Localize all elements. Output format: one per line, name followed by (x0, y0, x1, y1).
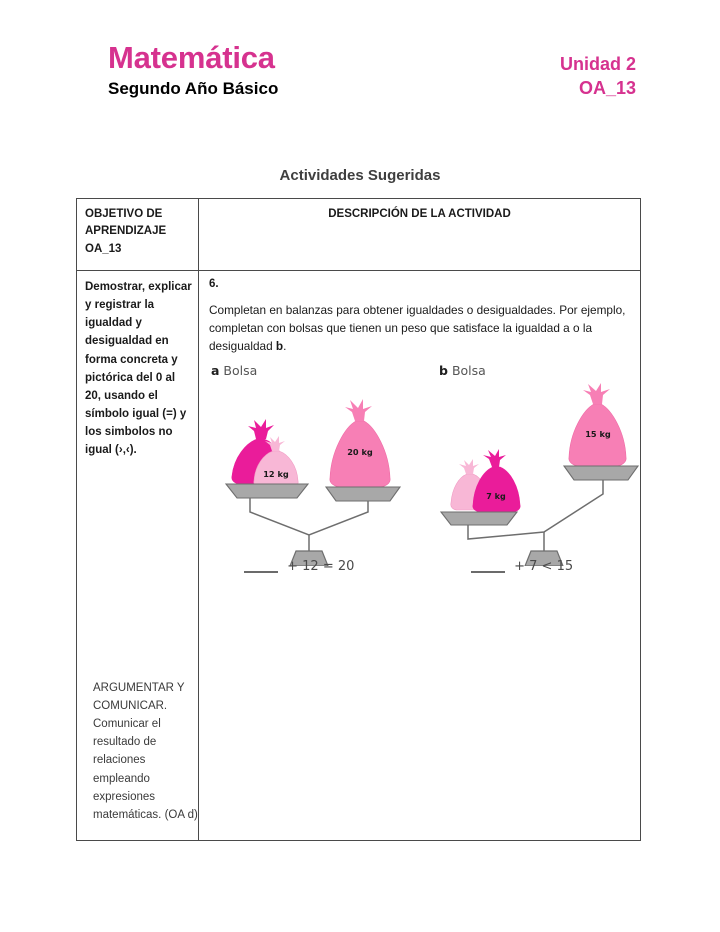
skill-description: ARGUMENTAR Y COMUNICAR. Comunicar el resultado de relaciones empleando expresiones matemáticas. (OA d) (93, 681, 198, 821)
scale-pan-left-b (441, 512, 517, 525)
activity-table (76, 198, 641, 841)
group-letter-b: b (439, 363, 448, 378)
unit-label: Unidad 2 (559, 54, 636, 74)
table-cell-objective (77, 271, 199, 840)
bag-weight-15kg: 15 kg (585, 429, 611, 439)
table-header-cell-objective (77, 199, 199, 270)
group-label-b (439, 363, 486, 378)
equation-a (244, 559, 354, 574)
table-header-row (77, 199, 640, 271)
group-label-a (211, 363, 257, 378)
activity-text-part1: Completan en balanzas para obtener igualdades o desigualdades. Por ejemplo, completan con bolsas que tienen un peso que satisface la igualdad a o la desigualdad (209, 303, 626, 353)
table-body-row (77, 271, 640, 840)
table-header-description-text: DESCRIPCIÓN DE LA ACTIVIDAD (328, 208, 511, 220)
table-header-cell-description (199, 199, 640, 270)
bag-dark-left-b (473, 449, 520, 512)
page-header (0, 0, 720, 130)
table-cell-activity (199, 271, 640, 840)
group-word-b: Bolsa (451, 363, 486, 378)
balance-scale-b (439, 381, 654, 566)
bag-right-b (569, 383, 626, 466)
group-letter-a: a (211, 363, 220, 378)
activity-text-part3: . (283, 338, 287, 353)
bag-weight-7kg: 7 kg (486, 492, 506, 501)
balance-scale-a (204, 381, 414, 566)
scale-pan-right-a (326, 487, 400, 501)
section-heading: Actividades Sugeridas (279, 167, 441, 184)
group-word-a: Bolsa (223, 363, 258, 378)
activity-text-bold: b (275, 338, 284, 353)
bag-weight-20kg: 20 kg (347, 447, 373, 457)
oa-code-label: OA_13 (578, 78, 636, 99)
equation-a-blank[interactable] (244, 571, 278, 573)
table-header-objective-text: OBJETIVO DE APRENDIZAJE OA_13 (85, 208, 167, 255)
scale-pan-left-a (226, 484, 308, 498)
objective-description: Demostrar, explicar y registrar la igualdad y desigualdad en forma concreta y pictórica del 0 al 20, usando el símbolo igual (=) y los simbolos no igual (›,‹). (85, 281, 192, 457)
balance-illustration (199, 363, 640, 693)
equation-a-rest: + 12 = 20 (283, 559, 355, 574)
scale-pan-right-b (564, 466, 638, 480)
page-title: Matemática (108, 40, 275, 75)
equation-b-blank[interactable] (471, 571, 505, 573)
activity-description-text (209, 302, 630, 356)
page-subtitle: Segundo Año Básico (108, 78, 279, 98)
bag-right-a (330, 399, 390, 487)
activity-number: 6. (209, 278, 219, 290)
equation-b-rest: + 7 < 15 (510, 559, 574, 574)
header-right-block (560, 52, 636, 101)
header-left-block (108, 42, 278, 99)
scale-beam-a (250, 498, 368, 551)
bag-weight-12kg: 12 kg (263, 469, 289, 479)
equation-b (471, 559, 573, 574)
